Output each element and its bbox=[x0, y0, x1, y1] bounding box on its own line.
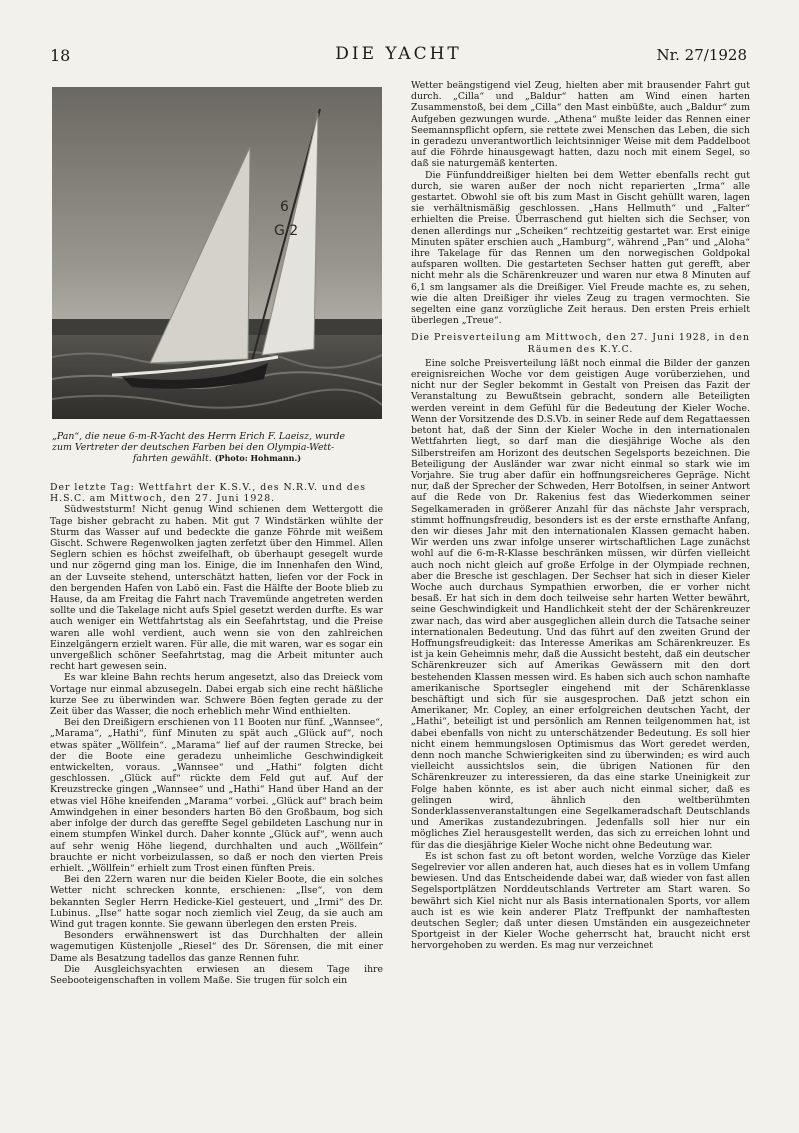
caption-line-2: zum Vertreter der deutschen Farben bei den Olympia-Wett- bbox=[52, 442, 335, 453]
page-header bbox=[50, 46, 747, 76]
paragraph: Wetter beängstigend viel Zeug, hielten aber mit brausender Fahrt gut durch. „Cilla“ und „Baldur“ hatten am Wind einen harten Zusammenstoß, bei dem „Cilla“ den Mast einbüßte, auch „Baldur“ zum Aufgeben gezwungen wurde. „Athena“ mußte leider das Rennen einer Seemannspflicht opfern, sie rettete zwei Menschen das Leben, die sich in geradezu unverantwortlich leichtsinniger Weise mit dem Paddelboot auf die Föhrde hinausgewagt hatten, dazu noch mit einem Segel, so daß sie naturgemäß kenterten. bbox=[411, 80, 750, 170]
photo-credit: (Photo: Hohmann.) bbox=[214, 453, 302, 463]
left-column bbox=[50, 482, 383, 986]
paragraph: Es ist schon fast zu oft betont worden, welche Vorzüge das Kieler Segelrevier vor allen anderen hat, auch dieses hat es in vollem Umfang bewiesen. Und das Entscheidende dabei war, daß wieder von fast allen Segelsportplätzen Norddeutschlands Vertreter am Start waren. So bewährt sich Kiel nicht nur als Basis internationalen Sports, vor allem auch ist es wie kein anderer Platz Treffpunkt der namhaftesten deutschen Segler; daß unter diesen Umständen ein ausgezeichneter Sportgeist in der Kieler Woche geherrscht hat, braucht nicht erst hervorgehoben zu werden. Es mag nur verzeichnet bbox=[411, 850, 750, 952]
paragraph: Die Ausgleichsyachten erwiesen an diesem Tage ihre Seebooteigenschaften in vollem Maße. Sie trugen für solch ein bbox=[50, 963, 383, 986]
paragraph: Besonders erwähnenswert ist das Durchhalten der allein wagemutigen Küstenjolle „Riesel“ des Dr. Sörensen, die mit einer Dame als Besatzung tadellos das ganze Rennen fuhr. bbox=[50, 930, 383, 964]
paragraph: Bei den Dreißigern erschienen von 11 Booten nur fünf. „Wannsee“, „Marama“, „Hathi“, fünf Minuten zu spät auch „Glück auf“, noch etwas später „Wöllfein“. „Marama“ lief auf der raumen Strecke, bei der die Boote eine geradezu unheimliche Geschwindigkeit entwickelten, voraus. „Wannsee“ und „Hathi“ folgten dicht geschlossen. „Glück auf“ rückte dem Feld gut auf. Auf der Kreuzstrecke gingen „Wannsee“ und „Hathi“ Hand über Hand an der etwas viel Höhe kneifenden „Marama“ vorbei. „Glück auf“ brach beim Amwindgehen in einer besonders harten Bö den Großbaum, bog sich aber infolge der durch das gereffte Segel gebildeten Laschung nur in einem stumpfen Winkel durch. Daher konnte „Glück auf“, wenn auch auf sehr wenig Höhe liegend, durchhalten und auch „Wöllfein“ brauchte er nicht vorbeizulassen, so daß er noch den vierten Preis erhielt. „Wöllfein“ erhielt zum Trost einen fünften Preis. bbox=[50, 717, 383, 874]
paragraph: Südweststurm! Nicht genug Wind schienen dem Wettergott die Tage bisher gebracht zu haben. Mit gut 7 Windstärken wühlte der Sturm das Wasser auf und bedeckte die ganze Föhrde mit weißem Gischt. Schwere Regenwolken jagten zerfetzt über den Himmel. Allen Seglern schien es höchst zweifelhaft, ob überhaupt gesegelt wurde und nur zögernd ging man los. Einige, die im Innenhafen den Wind, an der Luvseite stehend, unterschätzt hatten, liefen vor der Fock in den bergenden Hafen von Labö ein. Fast die Hälfte der Boote blieb zu Hause, da am Freitag die Fahrt nach Travemünde angetreten werden sollte und die Takelage nicht aufs Spiel gesetzt werden durfte. Es war auch weniger ein Wettfahrtstag als ein Seefahrtstag, und die Preise waren alle wohl verdient, auch wenn sie von den zahlreichen Einzelgängern erzielt waren. Für alle, die mit waren, war es sogar ein unvergeßlich schöner Seefahrtstag, mag die Arbeit mitunter auch recht hart gewesen sein. bbox=[50, 504, 383, 673]
paragraph: Eine solche Preisverteilung läßt noch einmal die Bilder der ganzen ereignisreichen Woche vor dem geistigen Auge vorüberziehen, und nicht nur der Segler bekommt in Gestalt von Preisen das Fazit der Veranstaltung zu Bewußtsein gebracht, sondern alle Beteiligten werden vereint in dem Gefühl für die Bedeutung der Kieler Woche. Wenn der Vorsitzende des D.S.Vb. in seiner Rede auf dem Regattaessen betont hat, daß der Sinn der Kieler Woche in den internationalen Wettfahrten liegt, so darf man die diesjährige Woche als den Silberstreifen am Horizont des deutschen Segelsports bezeichnen. Die Beteiligung der Ausländer war zwar nicht einmal so stark wie im Vorjahre. Sie trug aber dafür ein hoffnungsreicheres Gepräge. Nicht nur, daß der Sprecher der Schweden, Herr Botolfsen, in seiner Antwort auf die Rede von Dr. Rakenius fest das Wiederkommen seiner Segelkameraden in größerer Anzahl für das nächste Jahr versprach, stimmt hoffnungsfreudig, besonders ist es der erste ernsthafte Anfang, den wir dieses Jahr mit den internationalen Klassen gemacht haben. Wir werden uns zwar infolge unserer wirtschaftlichen Lage zunächst wohl auf die 6-m-R-Klasse beschränken müssen, wir dürfen vielleicht auch noch nicht gleich auf große Erfolge in der Olympiade rechnen, aber die Bresche ist geschlagen. Der Sechser hat sich in dieser Kieler Woche auch durchaus Sympathien erworben, die er vorher nicht besaß. Er hat sich in dem doch teilweise sehr harten Wetter bewährt, seine Geschwindigkeit und Handlichkeit steht der der Schärenkreuzer zwar nach, das wird aber ausgeglichen allein durch die Tatsache seiner internationalen Bedeutung. Und das führt auf den zweiten Grund der Hoffnungsfreudigkeit: das Interesse Amerikas am Schärenkreuzer. Es ist ja kein Geheimnis mehr, daß die Aussicht besteht, daß ein deutscher Schärenkreuzer sich auf Amerikas Gewässern mit den dort bestehenden Klassen messen wird. Es haben sich auch schon namhafte amerikanische Sportsegler eingehend mit der Schärenklasse beschäftigt und sich für sie ausgesprochen. Daß jetzt schon ein Amerikaner, Mr. Copley, an einer erfolgreichen deutschen Yacht, der „Hathi“, beteiligt ist und persönlich am Rennen teilgenommen hat, ist dabei ebenfalls von nicht zu unterschätzender Bedeutung. Es soll hier nicht einem hemmungslosen Optimismus das Wort geredet werden, denn noch manche Schwierigkeiten sind zu überwinden; es wird auch vielleicht aussichtslos sein, die übrigen Nationen für den Schärenkreuzer zu interessieren, da das eine starke Uneinigkeit zur Folge haben könnte, es ist aber auch nicht einmal sicher, daß es gelingen wird, ähnlich den weltberühmten Sonderklassenveranstaltungen eine Segelkameradschaft Deutschlands und Amerikas zustandezubringen. Jedenfalls soll hier nur ein mögliches Ziel herausgestellt werden, das sich zu erreichen lohnt und für das die diesjährige Kieler Woche nicht ohne Bedeutung war. bbox=[411, 357, 750, 851]
page-number: 18 bbox=[50, 46, 71, 65]
journal-title: DIE YACHT bbox=[335, 44, 462, 64]
sail-code: G 2 bbox=[274, 223, 299, 239]
sailing-yacht-photo bbox=[52, 87, 382, 419]
figure-caption bbox=[52, 431, 382, 464]
issue-number: Nr. 27/1928 bbox=[656, 46, 747, 64]
section-heading-last-day: Der letzte Tag: Wettfahrt der K.S.V., des N.R.V. und des H.S.C. am Mittwoch, den 27. Juni 1928. bbox=[50, 482, 367, 505]
section-heading-prize-giving: Die Preisverteilung am Mittwoch, den 27. Juni 1928, in den Räumen des K.Y.C. bbox=[411, 332, 750, 355]
sail-number: 6 bbox=[280, 199, 289, 215]
caption-line-1: „Pan“, die neue 6-m-R-Yacht des Herrn Erich F. Laeisz, wurde bbox=[52, 431, 346, 442]
caption-line-3: fahrten gewählt. bbox=[132, 453, 212, 464]
paragraph: Die Fünfunddreißiger hielten bei dem Wetter ebenfalls recht gut durch, sie waren außer der noch nicht reparierten „Irma“ alle gestartet. Obwohl sie oft bis zum Mast in Gischt gehüllt waren, lagen sie verhältnismäßig geschlossen. „Hans Hellmuth“ und „Falter“ erhielten die Preise. Überraschend gut hielten sich die Sechser, von denen allerdings nur „Scheiken“ rechtzeitig gestartet war. Erst einige Minuten später erschien auch „Hamburg“, während „Pan“ und „Aloha“ ihre Takelage für das Rennen um den norwegischen Goldpokal aufsparen wollten. Die gestarteten Sechser hatten gut gerefft, aber nicht mehr als die Schärenkreuzer und waren nur etwa 8 Minuten auf 6,1 sm langsamer als die Dreißiger. Viel Freude machte es, zu sehen, wie die alten Dreißiger ihr vieles Zeug zu tragen vermochten. Sie segelten eine ganz vorzügliche Zeit heraus. Den ersten Preis erhielt überlegen „Treue“. bbox=[411, 169, 750, 327]
right-column bbox=[411, 80, 750, 952]
yacht-photo-illustration bbox=[52, 87, 382, 419]
paragraph: Es war kleine Bahn rechts herum angesetzt, also das Dreieck vom Vortage nur einmal abzusegeln. Dabei ergab sich eine recht häßliche kurze See zu überwinden war. Schwere Böen fegten gerade zu der Zeit über das Wasser, die noch erheblich mehr Wind enthielten. bbox=[50, 672, 383, 718]
paragraph: Bei den 22ern waren nur die beiden Kieler Boote, die ein solches Wetter nicht schrecken konnte, erschienen: „Ilse“, von dem bekannten Segler Herrn Hedicke-Kiel gesteuert, und „Irmi“ des Dr. Lubinus. „Ilse“ hatte sogar noch ziemlich viel Zeug, da sie auch am Wind gut tragen konnte. Sie gewann überlegen den ersten Preis. bbox=[50, 874, 383, 930]
